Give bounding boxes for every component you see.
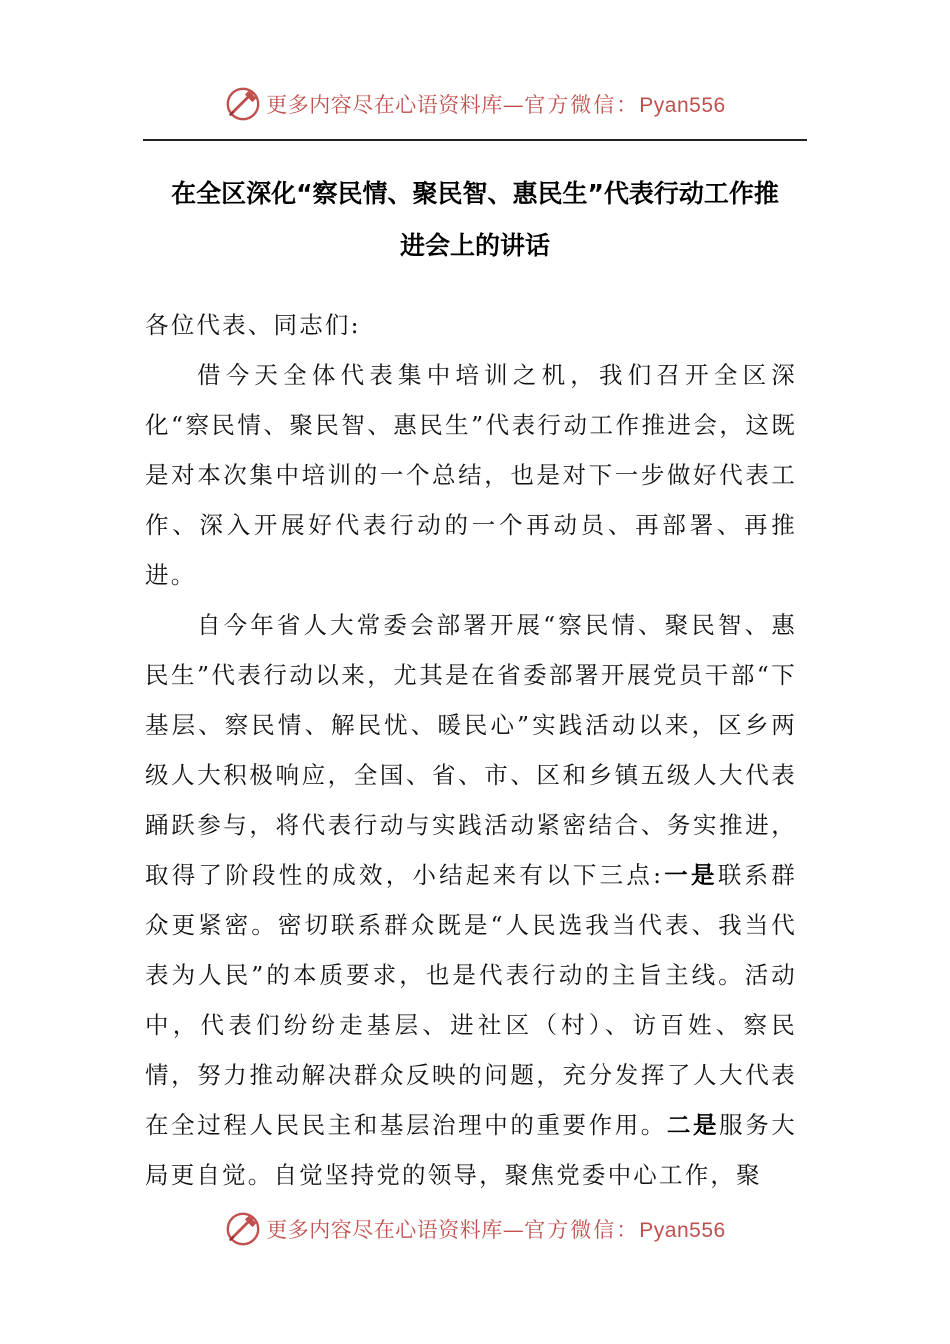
watermark-wechat-id: Pyan556 (639, 94, 726, 117)
watermark-separator: — (502, 1218, 525, 1242)
watermark-text (266, 1214, 725, 1244)
watermark-wechat-label: 官方微信： (524, 1218, 640, 1242)
pen-logo-icon (224, 1210, 262, 1248)
paragraph-2-text-a: 自今年省人大常委会部署开展“察民情、聚民智、惠民生”代表行动以来，尤其是在省委部署开展党员干部“下基层、察民情、解民忧、暖民心”实践活动以来，区乡两级人大积极响应，全国、省、市、区和乡镇五级人大代表踊跃参与，将代表行动与实践活动紧密结合、务实推进，取得了阶段性的成效，小结起来有以下三点: (145, 611, 797, 889)
paragraph-2-text-c: 服务大局更自觉。自觉坚持党的领导，聚焦党委中心工作，聚 (145, 1111, 797, 1189)
header-divider (143, 139, 807, 141)
document-title (143, 168, 807, 272)
watermark-wechat-id: Pyan556 (639, 1219, 726, 1242)
document-body (145, 300, 797, 1200)
watermark-main: 更多内容尽在心语资料库 (266, 1218, 503, 1242)
title-line-2: 进会上的讲话 (399, 231, 550, 260)
point-one-marker: 一是 (663, 861, 718, 889)
pen-logo-icon (224, 85, 262, 123)
paragraph-2 (145, 600, 797, 1200)
footer-watermark (0, 1207, 950, 1251)
salutation: 各位代表、同志们: (145, 311, 361, 339)
paragraph-2-text-b: 联系群众更紧密。密切联系群众既是“人民选我当代表、我当代表为人民”的本质要求，也是代表行动的主旨主线。活动中，代表们纷纷走基层、进社区（村）、访百姓、察民情，努力推动解决群众反映的问题，充分发挥了人大代表在全过程人民民主和基层治理中的重要作用。 (145, 861, 798, 1139)
title-line-1: 在全区深化“察民情、聚民智、惠民生”代表行动工作推 (171, 179, 779, 208)
watermark-text (266, 89, 725, 119)
header-watermark (0, 82, 950, 126)
watermark-separator: — (502, 93, 525, 117)
point-two-marker: 二是 (666, 1111, 720, 1139)
watermark-main: 更多内容尽在心语资料库 (266, 93, 503, 117)
paragraph-1: 借今天全体代表集中培训之机，我们召开全区深化“察民情、聚民智、惠民生”代表行动工作推进会，这既是对本次集中培训的一个总结，也是对下一步做好代表工作、深入开展好代表行动的一个再动员、再部署、再推进。 (145, 361, 797, 589)
watermark-wechat-label: 官方微信： (524, 93, 640, 117)
